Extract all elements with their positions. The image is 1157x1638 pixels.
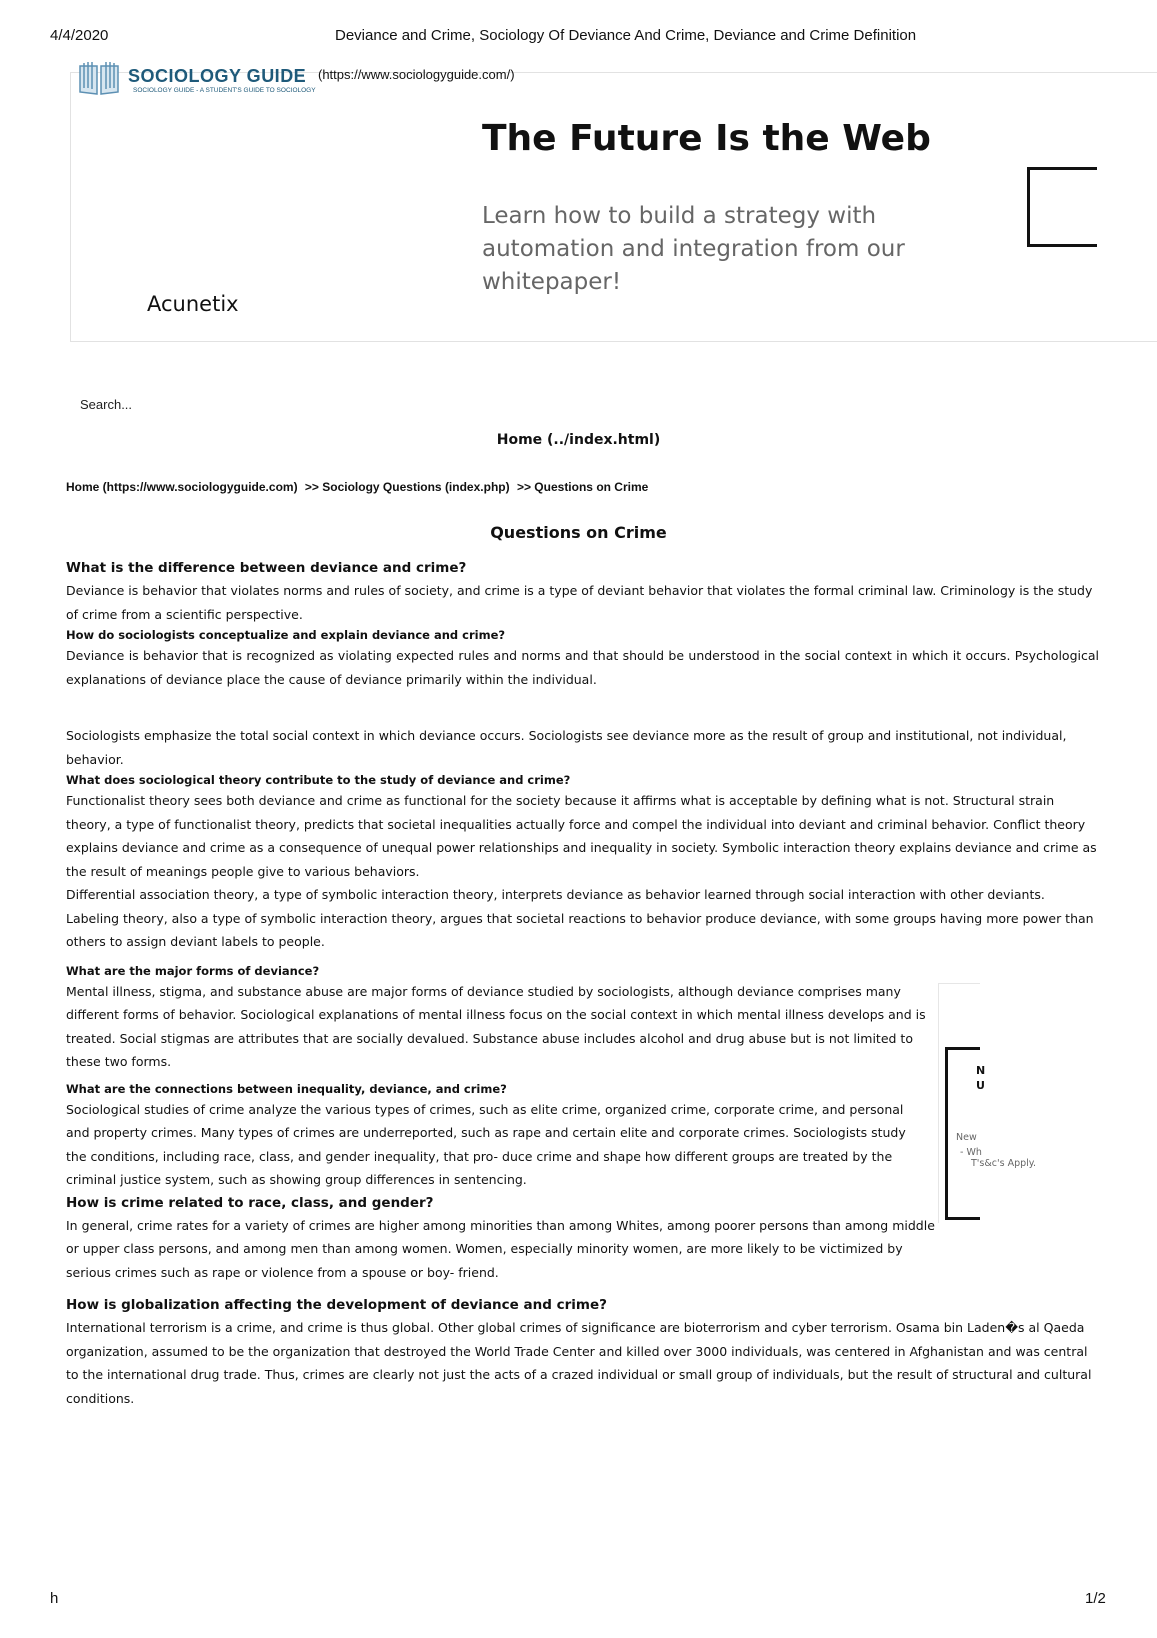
home-nav-link[interactable]: Home (../index.html): [496, 432, 661, 448]
breadcrumb-current: >> Questions on Crime: [516, 480, 649, 494]
side-ad-line1: New: [956, 1132, 977, 1143]
logo-text: SOCIOLOGY GUIDE: [128, 66, 307, 86]
site-logo[interactable]: [78, 60, 316, 96]
breadcrumb: [66, 480, 652, 494]
breadcrumb-sociology-questions[interactable]: >> Sociology Questions (index.php): [304, 480, 510, 494]
ad-advertiser[interactable]: Acunetix: [147, 292, 239, 316]
print-date: 4/4/2020: [50, 27, 109, 44]
book-logo-icon: [78, 60, 120, 96]
ad-body: Learn how to build a strategy with automation and integration from our whitepaper!: [482, 203, 905, 295]
section-body: International terrorism is a crime, and crime is thus global. Other global crimes of significance are bioterrorism and cyber terrorism. Osama bin Laden�s al Qaeda organization, assumed to be the organization that destroyed the World Trade Center and killed over 3000 individuals, was centered in Afghanistan and was central to the international drug trade. Thus, crimes are clearly not just the acts of a crazed individual or small group of individuals, but the result of structural and cultural conditions.: [66, 1320, 1092, 1406]
section-body: Differential association theory, a type of symbolic interaction theory, interprets deviance as behavior learned through social interaction with other deviants. Labeling theory, also a type of symbolic interaction theory, argues that societal reactions to behavior produce deviance, with some groups having more power than others to assign deviant labels to people.: [66, 887, 1094, 949]
section-heading: How do sociologists conceptualize and explain deviance and crime?: [66, 628, 506, 642]
section-heading: How is crime related to race, class, and gender?: [66, 1194, 434, 1211]
section-heading: How is globalization affecting the development of deviance and crime?: [66, 1297, 607, 1313]
section-heading: What does sociological theory contribute to the study of deviance and crime?: [66, 773, 571, 787]
spacer: [66, 691, 1099, 724]
breadcrumb-home[interactable]: Home (https://www.sociologyguide.com): [66, 480, 298, 494]
ad-headline[interactable]: The Future Is the Web: [482, 118, 931, 159]
print-title: Deviance and Crime, Sociology Of Deviance And Crime, Deviance and Crime Definition: [335, 27, 917, 44]
section-heading: What is the difference between deviance and crime?: [66, 560, 467, 576]
section-body: Deviance is behavior that is recognized as violating expected rules and norms and that should be understood in the social context in which it occurs. Psychological explanations of deviance place the cause of deviance primarily within the individual.: [66, 648, 1099, 687]
section-body: Deviance is behavior that violates norms and rules of society, and crime is a type of deviant behavior that violates the formal criminal law. Criminology is the study of crime from a scientific perspective.: [66, 583, 1093, 622]
side-ad-letters: N U: [976, 1064, 986, 1092]
print-footer-url: h: [50, 1590, 59, 1607]
section-body: Sociologists emphasize the total social context in which deviance occurs. Sociologists see deviance more as the result of group and institutional, not individual, behavior.: [66, 728, 1067, 767]
search-input[interactable]: Search...: [80, 397, 133, 412]
logo-tagline: SOCIOLOGY GUIDE - A STUDENT'S GUIDE TO SOCIOLOGY: [133, 87, 316, 94]
section-body: Functionalist theory sees both deviance and crime as functional for the society because it affirms what is acceptable by defining what is not. Structural strain theory, a type of functionalist theory, predicts that societal inequalities actually force and compel the individual into deviant and criminal behavior. Conflict theory explains deviance and crime as a consequence of unequal power relationships and inequality in society. Symbolic interaction theory explains deviance and crime as the result of meanings people give to various behaviors.: [66, 793, 1097, 879]
print-page-number: 1/2: [1085, 1590, 1106, 1607]
site-url-link[interactable]: (https://www.sociologyguide.com/): [318, 67, 515, 82]
section-body: In general, crime rates for a variety of crimes are higher among minorities than among Whites, among poorer persons than among middle or upper class persons, and among men than among women. Women, especially minority women, are more likely to be victimized by serious crimes such as rape or violence from a spouse or boy- friend.: [66, 1217, 935, 1280]
section-heading: What are the major forms of deviance?: [66, 963, 320, 978]
page-title: Questions on Crime: [490, 523, 667, 542]
ad-cta-button[interactable]: [1027, 167, 1097, 247]
section-body: Sociological studies of crime analyze the various types of crimes, such as elite crime, organized crime, corporate crime, and personal and property crimes. Many types of crimes are underreported, such as rape and certain elite and corporate crimes. Sociologists study the conditions, including race, class, and gender inequality, that pro- duce crime and shape how different groups are treated by the criminal justice system, such as showing group differences in sentencing.: [66, 1101, 906, 1187]
side-ad-line2: - Wh: [960, 1147, 982, 1158]
side-ad-terms: T's&c's Apply.: [971, 1158, 1037, 1169]
side-ad-text: [956, 1130, 982, 1160]
section-body: Mental illness, stigma, and substance abuse are major forms of deviance studied by sociologists, although deviance comprises many different forms of behavior. Sociological explanations of mental illness focus on the social context in which mental illness develops and is treated. Social stigmas are attributes that are socially devalued. Substance abuse includes alcohol and drug abuse but is not limited to these two forms.: [66, 983, 926, 1069]
section-heading: What are the connections between inequality, deviance, and crime?: [66, 1081, 507, 1096]
